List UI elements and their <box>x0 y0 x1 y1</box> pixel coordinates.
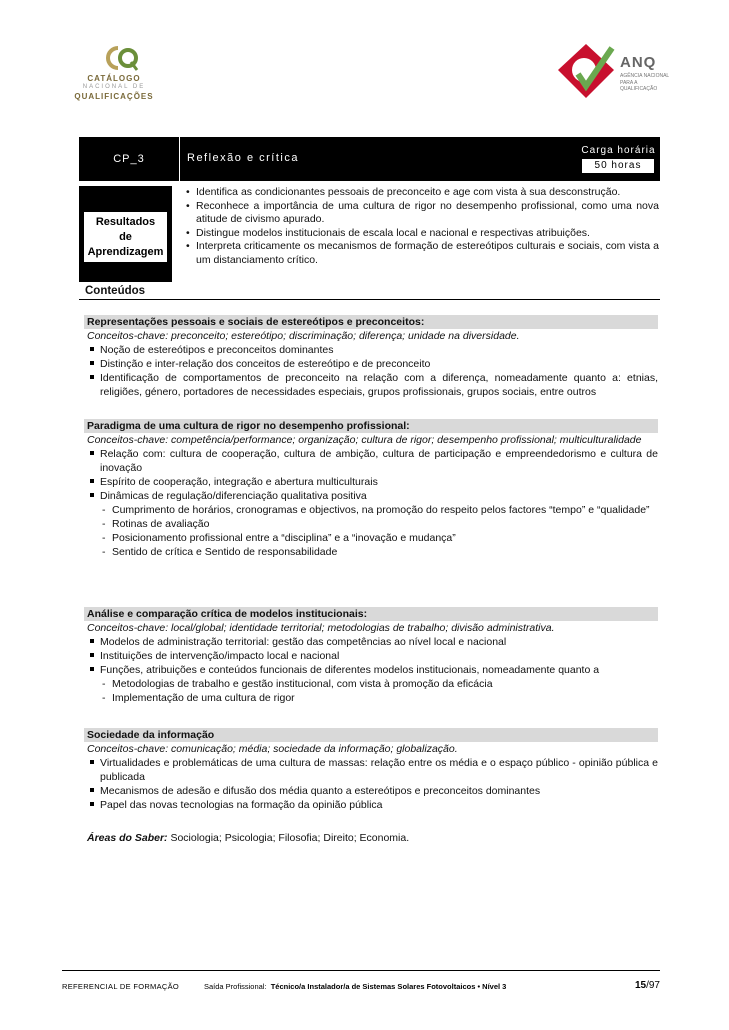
cq-logo-icon <box>100 44 140 72</box>
footer-saida <box>204 982 506 991</box>
areas-value: Sociologia; Psicologia; Filosofia; Direito; Economia. <box>167 832 410 844</box>
section-title: Representações pessoais e sociais de estereótipos e preconceitos: <box>84 315 658 329</box>
list-item: - Rotinas de avaliação <box>84 517 658 531</box>
areas-label: Áreas do Saber: <box>87 832 168 844</box>
hours-value: 50 horas <box>582 159 654 173</box>
list-item: - Posicionamento profissional entre a “disciplina” e a “inovação e mudança” <box>84 531 658 545</box>
logo-line-catalogo: CATÁLOGO <box>87 74 141 83</box>
logo-line-qualificacoes: QUALIFICAÇÕES <box>74 92 154 101</box>
section-keywords: Conceitos-chave: local/global; identidade territorial; metodologias de trabalho; divisão administrativa. <box>87 622 555 634</box>
anq-subtitle-1: AGÊNCIA NACIONAL <box>620 73 670 79</box>
section-analise <box>84 607 658 705</box>
list-item: • Interpreta criticamente os mecanismos de formação de estereótipos culturais e sociais, com vista a um distanciamento crítico. <box>184 240 659 267</box>
section-list <box>84 343 658 399</box>
anq-logo <box>554 40 674 110</box>
anq-subtitle-2: PARA A QUALIFICAÇÃO <box>620 80 658 92</box>
list-item: • Distingue modelos institucionais de escala local e nacional e respectivas atribuições. <box>184 227 659 241</box>
list-item: Modelos de administração territorial: gestão das competências ao nível local e nacional <box>84 635 658 649</box>
list-item: Identificação de comportamentos de preconceito na relação com a diferença, nomeadamente quanto a: etnias, religiões, género, portadores de necessidades especiais, grupos profissionais, grupos sociais, entre outros <box>84 371 658 399</box>
page-current: 15 <box>634 980 647 991</box>
list-item: Mecanismos de adesão e difusão dos média quanto a estereótipos e preconceitos dominantes <box>84 784 658 798</box>
catalogo-logo <box>72 40 156 110</box>
section-list <box>84 756 658 812</box>
section-paradigma <box>84 419 658 559</box>
section-list <box>84 635 658 705</box>
list-item: • Identifica as condicionantes pessoais de preconceito e age com vista à sua desconstrução. <box>184 186 659 200</box>
load-label: Carga horária <box>581 145 656 156</box>
list-item: Virtualidades e problemáticas de uma cultura de massas: relação entre os média e o espaço público - opinião pública e publicada <box>84 756 658 784</box>
areas-do-saber <box>87 831 409 845</box>
logo-line-nacional: NACIONAL DE <box>82 84 146 90</box>
page-total: /97 <box>646 980 660 991</box>
section-title: Paradigma de uma cultura de rigor no desempenho profissional: <box>84 419 658 433</box>
list-item: - Metodologias de trabalho e gestão institucional, com vista à promoção da eficácia <box>84 677 658 691</box>
section-sociedade <box>84 728 658 812</box>
list-item: - Implementação de uma cultura de rigor <box>84 691 658 705</box>
title-divider <box>179 137 180 181</box>
list-item: Instituições de intervenção/impacto local e nacional <box>84 649 658 663</box>
section-keywords: Conceitos-chave: preconceito; estereótipo; discriminação; diferença; unidade na diversidade. <box>87 330 520 342</box>
footer-divider <box>62 970 660 971</box>
results-label: Resultados de Aprendizagem <box>84 212 167 262</box>
section-title: Análise e comparação crítica de modelos institucionais: <box>84 607 658 621</box>
list-item: Papel das novas tecnologias na formação da opinião pública <box>84 798 658 812</box>
results-label-block <box>79 186 172 282</box>
anq-name: ANQ <box>620 54 657 71</box>
section-keywords: Conceitos-chave: competência/performance; organização; cultura de rigor; desempenho profissional; multiculturalidade <box>87 434 642 446</box>
unit-title-bar <box>79 137 660 181</box>
list-item: Funções, atribuições e conteúdos funcionais de diferentes modelos institucionais, nomeadamente quanto a <box>84 663 658 677</box>
unit-title: Reflexão e crítica <box>187 152 299 164</box>
section-title: Sociedade da informação <box>84 728 658 742</box>
list-item: Relação com: cultura de cooperação, cultura de ambição, cultura de participação e empreendedorismo e cultura de inovação <box>84 447 658 475</box>
anq-mark-icon <box>554 40 618 104</box>
list-item: - Cumprimento de horários, cronogramas e objectivos, na promoção do respeito pelos factores “tempo” e “qualidade” <box>84 503 658 517</box>
list-item: Espírito de cooperação, integração e abertura multiculturais <box>84 475 658 489</box>
unit-code: CP_3 <box>113 153 145 165</box>
list-item: Distinção e inter-relação dos conceitos de estereótipo e de preconceito <box>84 357 658 371</box>
list-item: • Reconhece a importância de uma cultura de rigor no desempenho profissional, como uma nova atitude de civismo apurado. <box>184 200 659 227</box>
section-list <box>84 447 658 559</box>
footer-saida-value: Técnico/a Instalador/a de Sistemas Solares Fotovoltaicos • Nível 3 <box>270 982 507 991</box>
section-keywords: Conceitos-chave: comunicação; média; sociedade da informação; globalização. <box>87 743 458 755</box>
contents-heading: Conteúdos <box>79 282 660 300</box>
list-item: Dinâmicas de regulação/diferenciação qualitativa positiva <box>84 489 658 503</box>
list-item: Noção de estereótipos e preconceitos dominantes <box>84 343 658 357</box>
footer-saida-label: Saída Profissional: <box>204 982 267 991</box>
page-number <box>635 980 660 991</box>
results-list <box>184 186 659 267</box>
footer-referencial: REFERENCIAL DE FORMAÇÃO <box>62 982 180 991</box>
section-representacoes <box>84 315 658 399</box>
list-item: - Sentido de crítica e Sentido de responsabilidade <box>84 545 658 559</box>
